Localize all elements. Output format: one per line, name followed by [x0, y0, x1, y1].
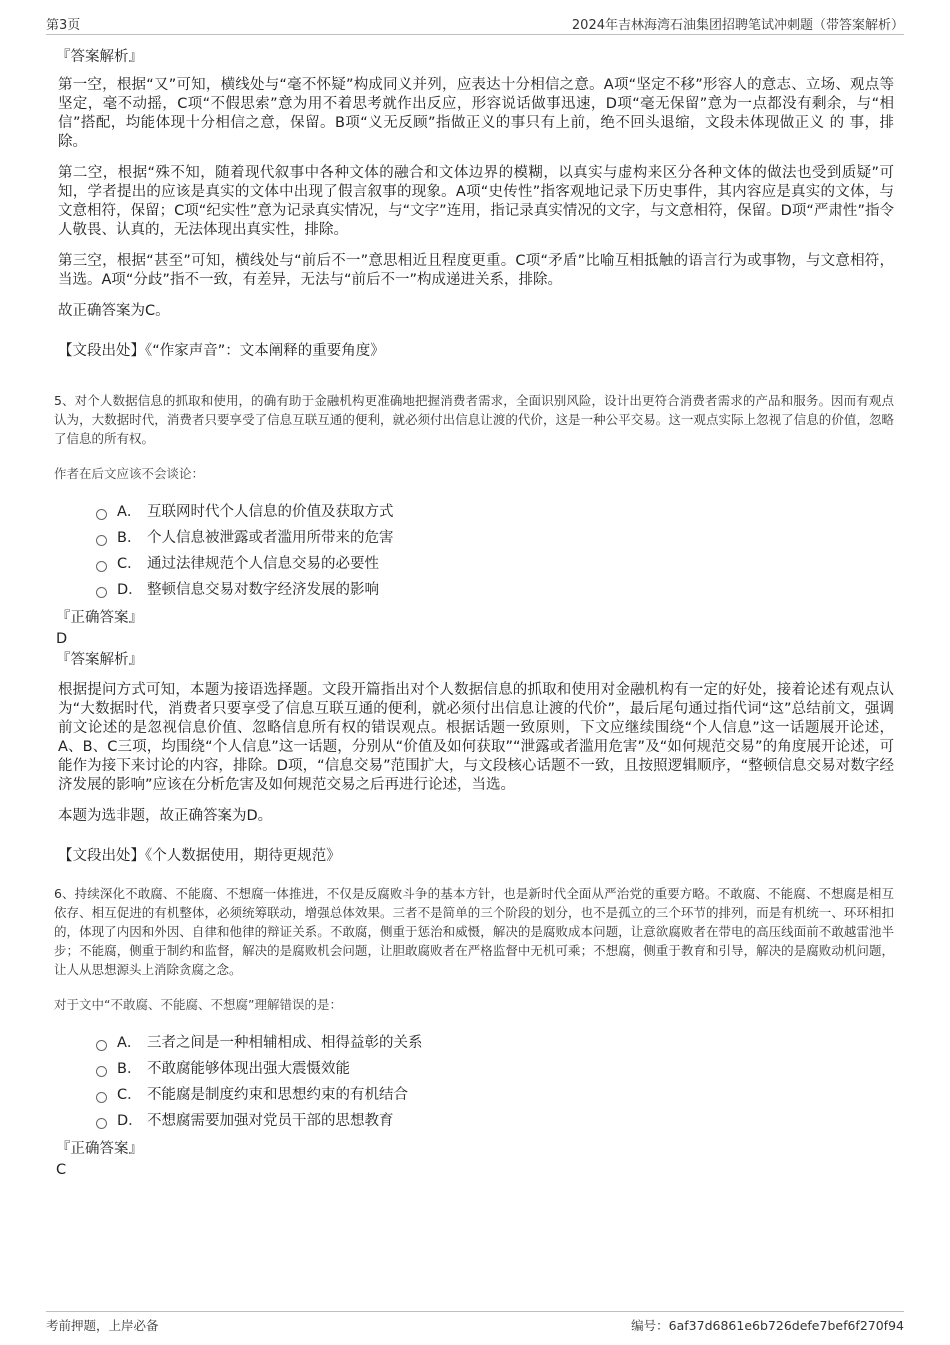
explanation-label: 『答案解析』: [56, 652, 143, 668]
option-a[interactable]: [96, 1030, 894, 1056]
options-list: [96, 1030, 894, 1134]
option-text: 不想腐需要加强对党员干部的思想教育: [147, 1113, 394, 1129]
option-letter: B．: [117, 1061, 142, 1077]
option-text: 不敢腐能够体现出强大震慑效能: [147, 1061, 350, 1077]
option-d[interactable]: [96, 1108, 894, 1134]
page-number: 第3页: [46, 18, 81, 33]
option-d[interactable]: [96, 577, 894, 603]
explanation-label: 『答案解析』: [56, 49, 143, 65]
option-a[interactable]: [96, 499, 894, 525]
option-letter: A．: [117, 504, 142, 520]
option-letter: C．: [117, 556, 142, 572]
option-text: 互联网时代个人信息的价值及获取方式: [147, 504, 394, 520]
page-header: [46, 12, 904, 35]
radio-icon[interactable]: [96, 1066, 107, 1077]
option-b[interactable]: [96, 525, 894, 551]
explanation-paragraph: 第三空，根据“甚至”可知，横线处与“前后不一”意思相近且程度更重。C项“矛盾”比喻互相抵触的语言行为或事物，与文意相符，当选。A项“分歧”指不一致，有差异，无法与“前后不一”构成递进关系，排除。: [58, 253, 894, 288]
document-title: 2024年吉林海湾石油集团招聘笔试冲刺题（带答案解析）: [571, 18, 904, 33]
page-content: [56, 46, 894, 1180]
option-text: 不能腐是制度约束和思想约束的有机结合: [147, 1087, 408, 1103]
footer-slogan: 考前押题，上岸必备: [46, 1318, 159, 1333]
question-stem: 5、对个人数据信息的抓取和使用，的确有助于金融机构更准确地把握消费者需求，全面识别风险，设计出更符合消费者需求的产品和服务。因而有观点认为，大数据时代，消费者只要享受了信息互联互通的便利，就必须付出信息让渡的代价，这是一种公平交易。这一观点实际上忽视了信息的价值，忽略了信息的所有权。: [54, 393, 894, 446]
option-letter: A．: [117, 1035, 142, 1051]
question-prompt: 作者在后文应该不会谈论：: [54, 466, 205, 481]
radio-icon[interactable]: [96, 535, 107, 546]
passage-source: 【文段出处】《个人数据使用，期待更规范》: [58, 848, 341, 864]
explanation-paragraph: 根据提问方式可知，本题为接语选择题。文段开篇指出对个人数据信息的抓取和使用对金融机构有一定的好处，接着论述有观点认为“大数据时代，消费者只要享受了信息互联互通的便利，就必须付出信息让渡的代价”，最后尾句通过指代词“这”总结前文，强调前文论述的是忽视信息价值、忽略信息所有权的错误观点。根据话题一致原则，下文应继续围绕“个人信息”这一话题展开论述，A、B、C三项，均围绕“个人信息”这一话题，分别从“价值及如何获取”“泄露或者滥用危害”及“如何规范交易”的角度展开论述，可能作为接下来讨论的内容，排除。D项，“信息交易”范围扩大，与文段核心话题不一致，且按照逻辑顺序，“整顿信息交易对数字经济发展的影响”应该在分析危害及如何规范交易之后再进行论述，当选。: [58, 682, 894, 793]
option-c[interactable]: [96, 1082, 894, 1108]
correct-answer-label: 『正确答案』: [56, 1141, 143, 1157]
options-list: [96, 499, 894, 603]
explanation-paragraph: 第一空，根据“又”可知，横线处与“毫不怀疑”构成同义并列，应表达十分相信之意。A项“坚定不移”形容人的意志、立场、观点等坚定，毫不动摇，C项“不假思索”意为用不着思考就作出反应，形容说话做事迅速，D项“毫无保留”意为一点都没有剩余，与“相信”搭配，均能体现十分相信之意，保留。B项“义无反顾”指做正义的事只有上前，绝不回头退缩，文段未体现做正义 的 事，排除。: [58, 77, 894, 150]
question-prompt: 对于文中“不敢腐、不能腐、不想腐”理解错误的是：: [54, 997, 342, 1012]
radio-icon[interactable]: [96, 587, 107, 598]
radio-icon[interactable]: [96, 509, 107, 520]
document-id: 编号：6af37d6861e6b726defe7bef6f270f94: [631, 1318, 904, 1333]
radio-icon[interactable]: [96, 561, 107, 572]
correct-answer-label: 『正确答案』: [56, 610, 143, 626]
explanation-paragraph: 故正确答案为C。: [58, 303, 170, 319]
option-b[interactable]: [96, 1056, 894, 1082]
radio-icon[interactable]: [96, 1118, 107, 1129]
correct-answer: C: [56, 1162, 67, 1178]
option-text: 整顿信息交易对数字经济发展的影响: [147, 582, 379, 598]
radio-icon[interactable]: [96, 1040, 107, 1051]
option-letter: D．: [117, 582, 143, 598]
explanation-paragraph: 第二空，根据“殊不知，随着现代叙事中各种文体的融合和文体边界的模糊，以真实与虚构来区分各种文体的做法也受到质疑”可知，学者提出的应该是真实的文体中出现了假言叙事的现象。A项“史传性”指客观地记录下历史事件，其内容应是真实的文体，与文意相符，保留；C项“纪实性”意为记录真实情况，与“文字”连用，指记录真实情况的文字，与文意相符，保留。D项“严肃性”指令人敬畏、认真的，无法体现出真实性，排除。: [58, 165, 894, 238]
option-c[interactable]: [96, 551, 894, 577]
option-letter: B．: [117, 530, 142, 546]
option-text: 三者之间是一种相辅相成、相得益彰的关系: [147, 1035, 423, 1051]
option-letter: D．: [117, 1113, 143, 1129]
correct-answer: D: [56, 631, 68, 647]
explanation-paragraph: 本题为选非题，故正确答案为D。: [58, 808, 273, 824]
question-stem: 6、持续深化不敢腐、不能腐、不想腐一体推进，不仅是反腐败斗争的基本方针，也是新时代全面从严治党的重要方略。不敢腐、不能腐、不想腐是相互依存、相互促进的有机整体，必须统筹联动，增强总体效果。三者不是简单的三个阶段的划分，也不是孤立的三个环节的排列，而是有机统一、环环相扣的，体现了内因和外因、自律和他律的辩证关系。不敢腐，侧重于惩治和威慑，解决的是腐败成本问题，让意欲腐败者在带电的高压线面前不敢越雷池半步；不能腐，侧重于制约和监督，解决的是腐败机会问题，让胆敢腐败者在严格监督中无机可乘；不想腐，侧重于教育和引导，解决的是腐败动机问题，让人从思想源头上消除贪腐之念。: [54, 886, 894, 977]
option-letter: C．: [117, 1087, 142, 1103]
option-text: 个人信息被泄露或者滥用所带来的危害: [147, 530, 394, 546]
radio-icon[interactable]: [96, 1092, 107, 1103]
passage-source: 【文段出处】《“作家声音”：文本阐释的重要角度》: [58, 343, 385, 359]
option-text: 通过法律规范个人信息交易的必要性: [147, 556, 379, 572]
page-footer: [46, 1311, 904, 1338]
